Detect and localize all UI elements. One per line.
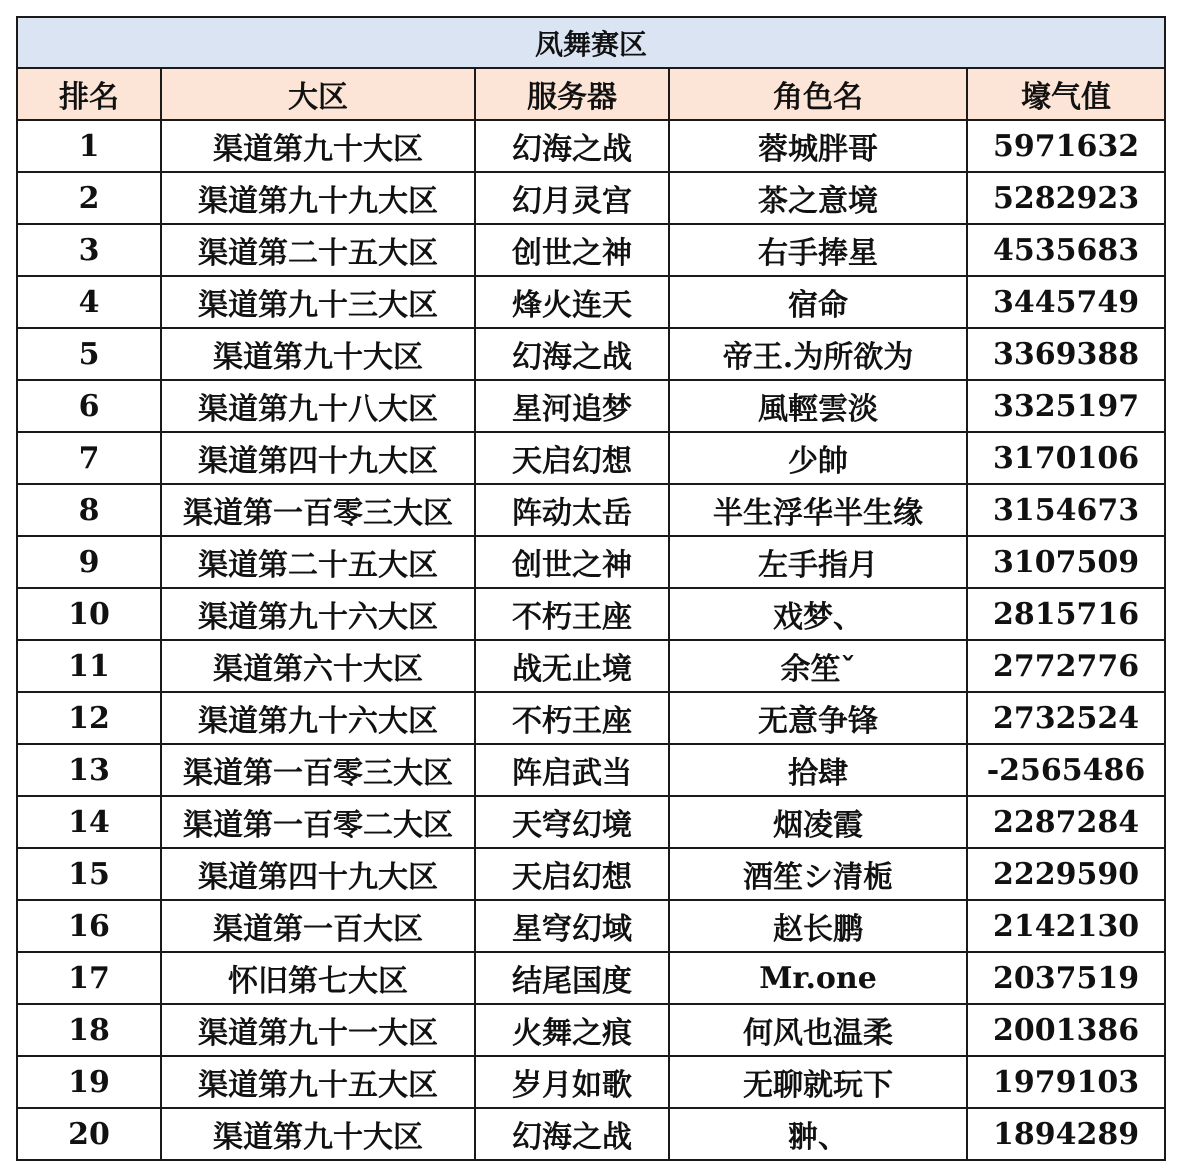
cell-server: 天启幻想 <box>475 848 669 900</box>
cell-character: 半生浮华半生缘 <box>669 484 967 536</box>
table-header-row <box>17 68 1165 120</box>
cell-character: 酒笙シ清栀 <box>669 848 967 900</box>
cell-server: 烽火连天 <box>475 276 669 328</box>
table-row <box>17 276 1165 328</box>
cell-region: 渠道第九十大区 <box>161 1108 475 1160</box>
cell-rank: 7 <box>17 432 161 484</box>
cell-score: 2229590 <box>967 848 1165 900</box>
cell-score: 2732524 <box>967 692 1165 744</box>
cell-score: 2037519 <box>967 952 1165 1004</box>
cell-server: 星穹幻域 <box>475 900 669 952</box>
column-header-character: 角色名 <box>669 68 967 120</box>
cell-server: 不朽王座 <box>475 692 669 744</box>
cell-server: 战无止境 <box>475 640 669 692</box>
cell-region: 渠道第四十九大区 <box>161 432 475 484</box>
table-row <box>17 692 1165 744</box>
cell-region: 渠道第二十五大区 <box>161 224 475 276</box>
cell-character: 風輕雲淡 <box>669 380 967 432</box>
cell-region: 渠道第九十三大区 <box>161 276 475 328</box>
cell-region: 渠道第一百零二大区 <box>161 796 475 848</box>
cell-score: 2815716 <box>967 588 1165 640</box>
table-title: 凤舞赛区 <box>17 17 1165 68</box>
column-header-region: 大区 <box>161 68 475 120</box>
cell-server: 结尾国度 <box>475 952 669 1004</box>
cell-score: 4535683 <box>967 224 1165 276</box>
cell-score: 1894289 <box>967 1108 1165 1160</box>
table-row <box>17 328 1165 380</box>
cell-score: 2772776 <box>967 640 1165 692</box>
table-row <box>17 1056 1165 1108</box>
cell-score: 1979103 <box>967 1056 1165 1108</box>
table-row <box>17 484 1165 536</box>
cell-server: 创世之神 <box>475 536 669 588</box>
cell-character: 蓉城胖哥 <box>669 120 967 172</box>
cell-score: 3170106 <box>967 432 1165 484</box>
table-row <box>17 224 1165 276</box>
cell-region: 渠道第九十八大区 <box>161 380 475 432</box>
cell-character: 少帥 <box>669 432 967 484</box>
cell-character: 茶之意境 <box>669 172 967 224</box>
cell-server: 幻月灵宫 <box>475 172 669 224</box>
cell-score: 3325197 <box>967 380 1165 432</box>
cell-score: -2565486 <box>967 744 1165 796</box>
table-row <box>17 588 1165 640</box>
cell-character: 余笙ˇ <box>669 640 967 692</box>
cell-score: 2287284 <box>967 796 1165 848</box>
cell-region: 渠道第二十五大区 <box>161 536 475 588</box>
column-header-server: 服务器 <box>475 68 669 120</box>
cell-score: 2001386 <box>967 1004 1165 1056</box>
cell-score: 3107509 <box>967 536 1165 588</box>
cell-character: 右手捧星 <box>669 224 967 276</box>
cell-character: 帝王.为所欲为 <box>669 328 967 380</box>
cell-score: 5971632 <box>967 120 1165 172</box>
cell-rank: 5 <box>17 328 161 380</box>
cell-region: 渠道第九十六大区 <box>161 588 475 640</box>
table-row <box>17 432 1165 484</box>
cell-rank: 17 <box>17 952 161 1004</box>
cell-region: 渠道第九十一大区 <box>161 1004 475 1056</box>
cell-server: 天穹幻境 <box>475 796 669 848</box>
table-row <box>17 380 1165 432</box>
cell-rank: 6 <box>17 380 161 432</box>
table-body <box>17 120 1165 1160</box>
cell-rank: 4 <box>17 276 161 328</box>
cell-server: 阵启武当 <box>475 744 669 796</box>
table-row <box>17 900 1165 952</box>
cell-rank: 8 <box>17 484 161 536</box>
cell-rank: 2 <box>17 172 161 224</box>
cell-character: 赵长鹏 <box>669 900 967 952</box>
cell-region: 渠道第九十大区 <box>161 120 475 172</box>
cell-server: 幻海之战 <box>475 120 669 172</box>
cell-rank: 10 <box>17 588 161 640</box>
cell-server: 幻海之战 <box>475 328 669 380</box>
cell-rank: 9 <box>17 536 161 588</box>
table-row <box>17 796 1165 848</box>
cell-region: 渠道第九十大区 <box>161 328 475 380</box>
cell-character: 烟凌霞 <box>669 796 967 848</box>
cell-rank: 13 <box>17 744 161 796</box>
cell-score: 3445749 <box>967 276 1165 328</box>
table-row <box>17 1108 1165 1160</box>
cell-region: 渠道第四十九大区 <box>161 848 475 900</box>
cell-character: 戏梦、 <box>669 588 967 640</box>
cell-rank: 1 <box>17 120 161 172</box>
cell-region: 渠道第一百零三大区 <box>161 484 475 536</box>
cell-server: 岁月如歌 <box>475 1056 669 1108</box>
ranking-table <box>16 16 1166 1161</box>
cell-character: Mr.one <box>669 952 967 1004</box>
cell-score: 5282923 <box>967 172 1165 224</box>
cell-rank: 16 <box>17 900 161 952</box>
cell-rank: 18 <box>17 1004 161 1056</box>
cell-server: 火舞之痕 <box>475 1004 669 1056</box>
cell-rank: 14 <box>17 796 161 848</box>
cell-server: 阵动太岳 <box>475 484 669 536</box>
table-row <box>17 848 1165 900</box>
cell-score: 2142130 <box>967 900 1165 952</box>
table-row <box>17 536 1165 588</box>
table-row <box>17 1004 1165 1056</box>
table-row <box>17 172 1165 224</box>
cell-rank: 3 <box>17 224 161 276</box>
cell-character: 拾肆 <box>669 744 967 796</box>
cell-server: 幻海之战 <box>475 1108 669 1160</box>
cell-rank: 12 <box>17 692 161 744</box>
cell-rank: 11 <box>17 640 161 692</box>
table-row <box>17 640 1165 692</box>
cell-region: 渠道第六十大区 <box>161 640 475 692</box>
cell-server: 天启幻想 <box>475 432 669 484</box>
column-header-rank: 排名 <box>17 68 161 120</box>
table-row <box>17 744 1165 796</box>
cell-character: 左手指月 <box>669 536 967 588</box>
cell-rank: 19 <box>17 1056 161 1108</box>
cell-rank: 20 <box>17 1108 161 1160</box>
cell-character: 无聊就玩下 <box>669 1056 967 1108</box>
cell-server: 星河追梦 <box>475 380 669 432</box>
table-row <box>17 952 1165 1004</box>
table-row <box>17 120 1165 172</box>
cell-character: 无意争锋 <box>669 692 967 744</box>
cell-rank: 15 <box>17 848 161 900</box>
cell-region: 渠道第九十六大区 <box>161 692 475 744</box>
cell-server: 不朽王座 <box>475 588 669 640</box>
cell-server: 创世之神 <box>475 224 669 276</box>
cell-region: 渠道第一百零三大区 <box>161 744 475 796</box>
cell-score: 3369388 <box>967 328 1165 380</box>
column-header-score: 壕气值 <box>967 68 1165 120</box>
cell-score: 3154673 <box>967 484 1165 536</box>
cell-region: 怀旧第七大区 <box>161 952 475 1004</box>
cell-region: 渠道第一百大区 <box>161 900 475 952</box>
cell-region: 渠道第九十九大区 <box>161 172 475 224</box>
table-title-row <box>17 17 1165 68</box>
cell-character: 宿命 <box>669 276 967 328</box>
cell-character: 何风也温柔 <box>669 1004 967 1056</box>
cell-region: 渠道第九十五大区 <box>161 1056 475 1108</box>
cell-character: 翀、 <box>669 1108 967 1160</box>
